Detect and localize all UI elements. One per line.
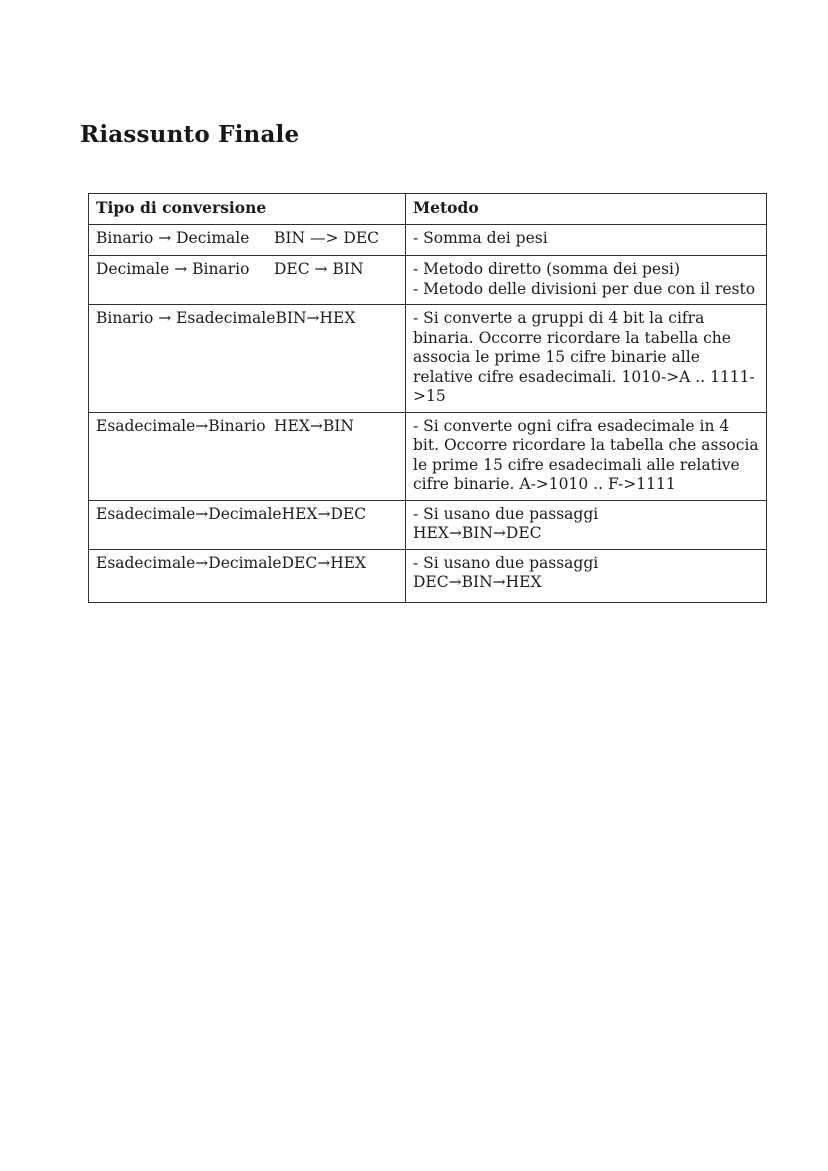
method-cell xyxy=(406,305,767,413)
column-header-method: Metodo xyxy=(406,194,767,225)
conversion-type-cell xyxy=(89,225,406,256)
conversion-abbreviation: HEX→DEC xyxy=(281,504,367,523)
page-title: Riassunto Finale xyxy=(80,121,300,148)
method-line: - Metodo diretto (somma dei pesi) xyxy=(413,260,681,278)
method-cell xyxy=(406,549,767,602)
method-line: - Somma dei pesi xyxy=(413,229,548,247)
table-row xyxy=(89,549,767,602)
table-row xyxy=(89,412,767,500)
conversion-name: Binario → Decimale xyxy=(96,229,250,247)
method-line: - Si usano due passaggi xyxy=(413,504,599,523)
conversion-abbreviation: BIN —> DEC xyxy=(274,229,380,247)
method-line: - Si converte ogni cifra esadecimale in 4 bit. Occorre ricordare la tabella che associa le prime 15 cifre esadecimali alle relative cifre binarie. A->1010 .. F->1111 xyxy=(413,416,759,494)
table-row xyxy=(89,305,767,413)
conversion-type-cell xyxy=(89,412,406,500)
conversion-type-cell xyxy=(89,256,406,305)
column-header-conversion-type: Tipo di conversione xyxy=(89,194,406,225)
conversion-name: Binario → Esadecimale xyxy=(96,309,276,328)
conversion-abbreviation: DEC → BIN xyxy=(274,260,364,278)
table-row xyxy=(89,500,767,549)
conversion-table xyxy=(88,193,767,603)
method-cell xyxy=(406,412,767,500)
conversion-abbreviation: HEX→BIN xyxy=(274,416,354,435)
method-cell xyxy=(406,225,767,256)
method-line: - Si usano due passaggi xyxy=(413,553,599,572)
conversion-type-cell xyxy=(89,549,406,602)
conversion-name: Esadecimale→Binario xyxy=(96,416,266,435)
conversion-name: Esadecimale→Decimale xyxy=(96,504,282,523)
conversion-abbreviation: BIN→HEX xyxy=(275,309,356,328)
table-row xyxy=(89,225,767,256)
table-row xyxy=(89,256,767,305)
conversion-type-cell xyxy=(89,305,406,413)
method-line: DEC→BIN→HEX xyxy=(413,573,542,592)
method-line: HEX→BIN→DEC xyxy=(413,524,542,543)
table-header-row xyxy=(89,194,767,225)
method-line: - Metodo delle divisioni per due con il resto xyxy=(413,279,756,298)
method-cell xyxy=(406,500,767,549)
method-line: - Si converte a gruppi di 4 bit la cifra binaria. Occorre ricordare la tabella che associa le prime 15 cifre binarie alle relative cifre esadecimali. 1010->A .. 1111->15 xyxy=(413,309,755,406)
method-cell xyxy=(406,256,767,305)
conversion-type-cell xyxy=(89,500,406,549)
conversion-abbreviation: DEC→HEX xyxy=(281,553,367,572)
conversion-name: Decimale → Binario xyxy=(96,260,250,278)
conversion-name: Esadecimale→Decimale xyxy=(96,553,282,572)
